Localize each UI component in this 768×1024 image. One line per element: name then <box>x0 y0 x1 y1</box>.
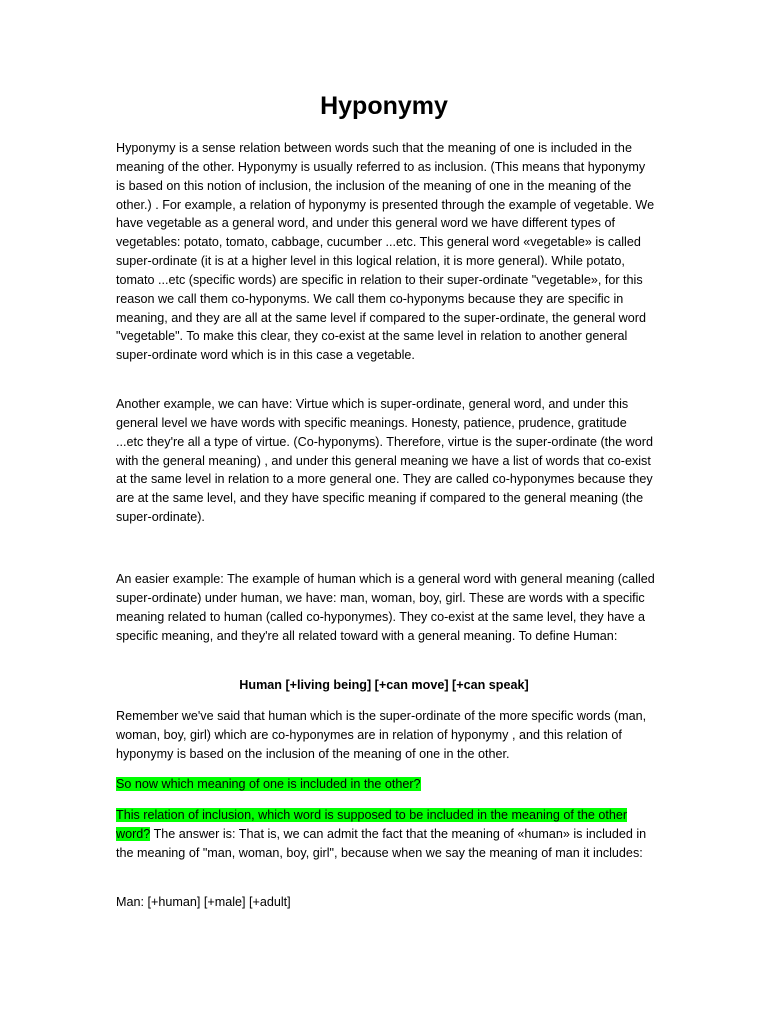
formula-man: Man: [+human] [+male] [+adult] <box>116 895 291 909</box>
document-title: Hyponymy <box>320 92 448 120</box>
inclusion-answer: The answer is: That is, we can admit the fact that the meaning of «human» is included in the meaning of "man, woman, boy, girl", because when we say the meaning of man it includes: <box>116 826 647 860</box>
highlighted-inclusion-question: This relation of inclusion, which word is supposed to be included in the meaning of the other word? <box>116 808 628 841</box>
paragraph-inclusion <box>116 806 656 863</box>
question-line <box>116 775 656 794</box>
paragraph-remember: Remember we've said that human which is the super-ordinate of the more specific words (man, woman, boy, girl) which are co-hyponymes are in relation of hyponymy , and this relation of hyponymy is based on the inclusion of the meaning of one in the other. <box>116 709 647 761</box>
highlighted-question: So now which meaning of one is included in the other? <box>116 777 421 791</box>
paragraph-definition: Hyponymy is a sense relation between words such that the meaning of one is included in the meaning of the other. Hyponymy is usually referred to as inclusion. (This means that hyponymy is based on this notion of inclusion, the inclusion of the meaning of one in the meaning of the other.) . For example, a relation of hyponymy is presented through the example of vegetable. We have vegetable as a general word, and under this general word we have different types of vegetables: potato, tomato, cabbage, cucumber ...etc. This general word «vegetable» is called super-ordinate (it is at a higher level in this logical relation, it is more general). While potato, tomato ...etc (specific words) are specific in relation to their super-ordinate "vegetable», for this reason we call them co-hyponyms. We call them co-hyponyms because they are specific in meaning, and they are all at the same level if compared to the super-ordinate, the general word "vegetable". To make this clear, they co-exist at the same level in relation to another general super-ordinate word which is in this case a vegetable. <box>116 141 655 363</box>
paragraph-virtue-example: Another example, we can have: Virtue which is super-ordinate, general word, and under this general level we have words with specific meanings. Honesty, patience, prudence, gratitude ...etc they're all a type of virtue. (Co-hyponyms). Therefore, virtue is the super-ordinate (the word with the general meaning) , and under this general meaning we have a list of words that co-exist at the same level in relation to a more general one. They are called co-hyponymes because they are at the same level, and they have specific meaning if compared to the general meaning (the super-ordinate). <box>116 397 653 525</box>
paragraph-human-example: An easier example: The example of human which is a general word with general meaning (called super-ordinate) under human, we have: man, woman, boy, girl. These are words with a specific meaning related to human (called co-hyponymes). They co-exist at the same level, they have a specific meaning, and they're all related toward with a general meaning. To define Human: <box>116 572 655 643</box>
formula-human: Human [+living being] [+can move] [+can speak] <box>239 678 529 692</box>
